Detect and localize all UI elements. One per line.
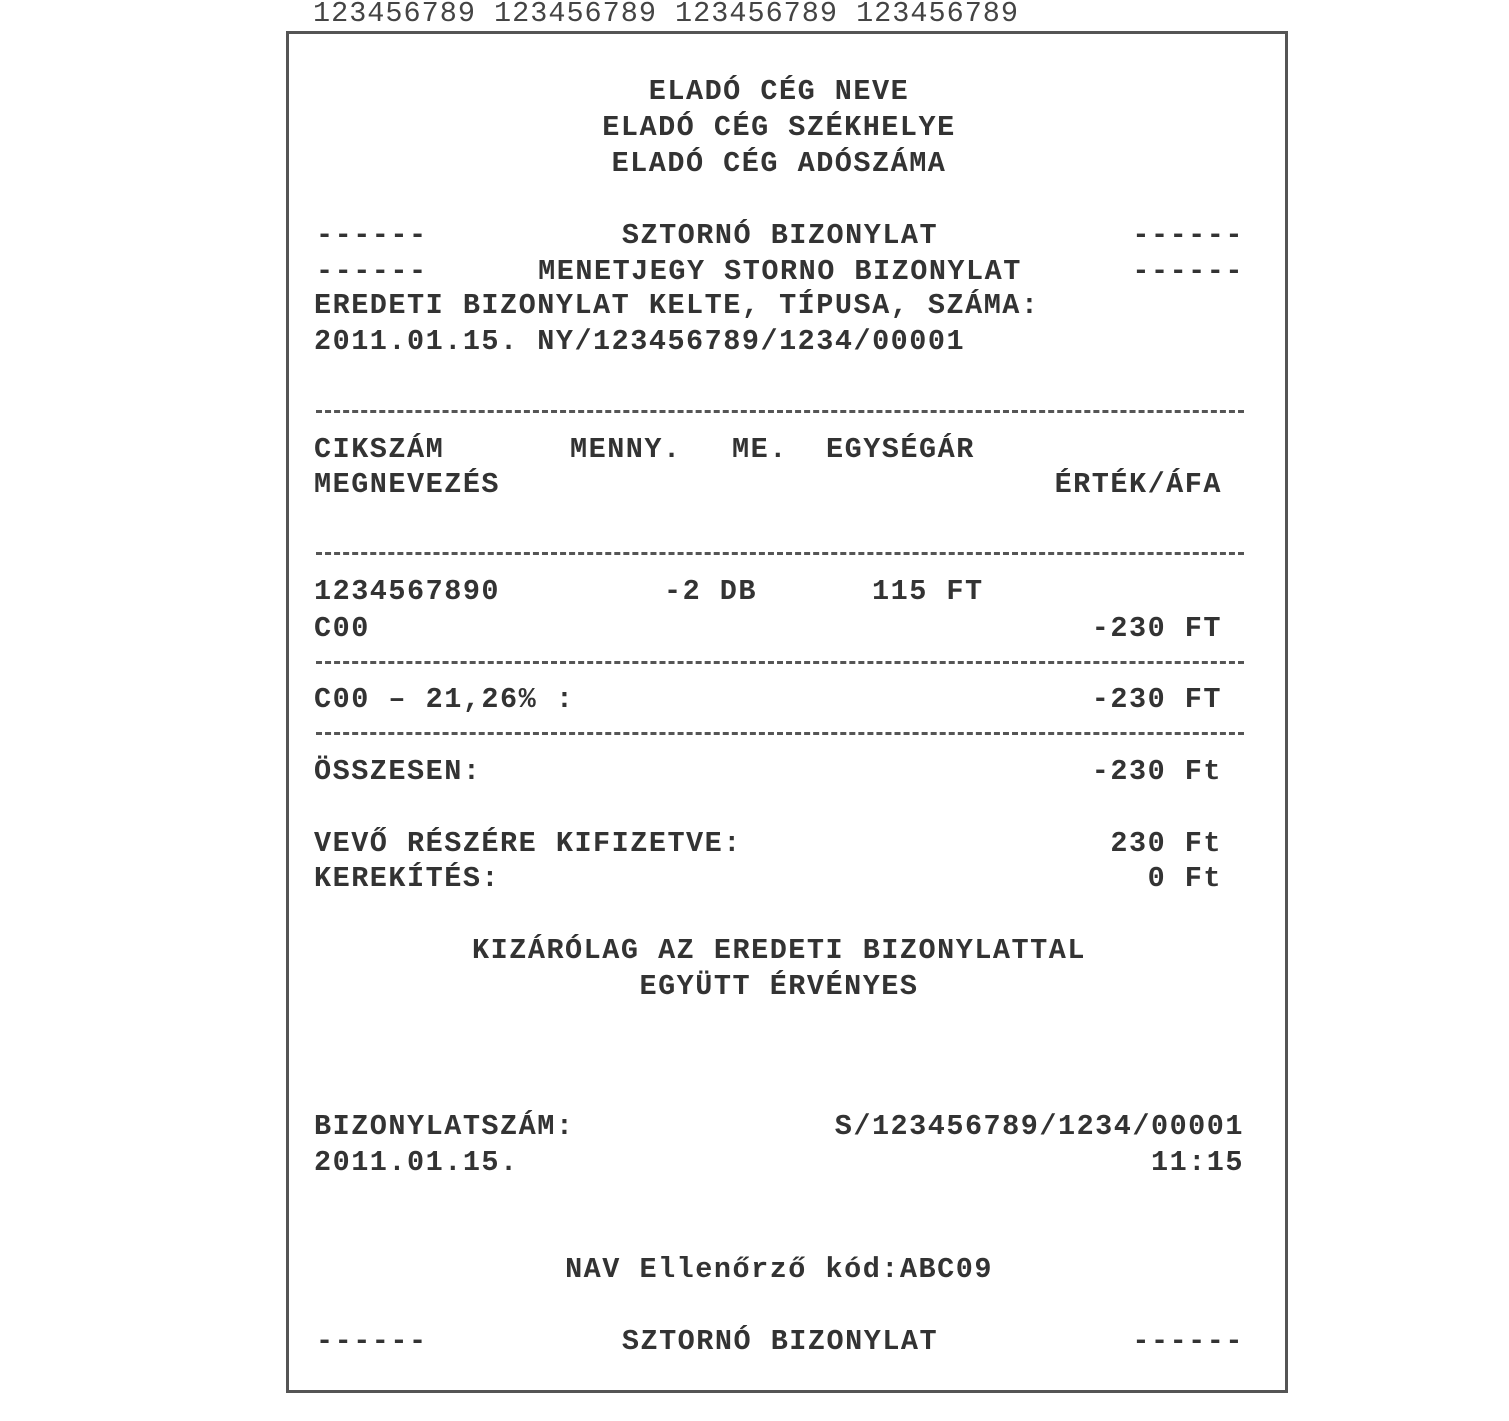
col-unit: ME. bbox=[732, 433, 788, 466]
vat-label: C00 – 21,26% : bbox=[314, 683, 575, 716]
ticket-storno-title: MENETJEGY STORNO BIZONYLAT bbox=[538, 255, 1022, 288]
validity-notice-line-1: KIZÁRÓLAG AZ EREDETI BIZONYLATTAL bbox=[472, 934, 1086, 967]
document-time: 11:15 bbox=[1150, 1146, 1244, 1179]
flank-dashes-right: ------ bbox=[1132, 255, 1244, 288]
document-number-value: S/123456789/1234/00001 bbox=[834, 1110, 1244, 1143]
flank-dashes-right: ------ bbox=[1132, 1325, 1244, 1358]
storno-title-row bbox=[316, 218, 1244, 254]
total-row bbox=[314, 754, 1222, 790]
original-doc-value: 2011.01.15. NY/123456789/1234/00001 bbox=[314, 325, 966, 358]
flank-dashes-left: ------ bbox=[316, 219, 428, 252]
col-name: MEGNEVEZÉS bbox=[314, 468, 501, 501]
flank-dashes-left: ------ bbox=[316, 255, 428, 288]
rounding-value: 0 Ft bbox=[1147, 862, 1222, 895]
paid-row bbox=[314, 826, 1222, 862]
total-label: ÖSSZESEN: bbox=[314, 755, 482, 788]
character-ruler: 123456789 123456789 123456789 123456789 bbox=[313, 0, 1020, 30]
company-seat: ELADÓ CÉG SZÉKHELYE bbox=[602, 111, 956, 144]
document-datetime-row bbox=[314, 1145, 1244, 1181]
document-number-row bbox=[314, 1109, 1244, 1145]
document-date: 2011.01.15. bbox=[314, 1146, 519, 1179]
item-quantity: -2 DB bbox=[664, 575, 758, 608]
total-value: -230 Ft bbox=[1091, 755, 1222, 788]
original-doc-label: EREDETI BIZONYLAT KELTE, TÍPUSA, SZÁMA: bbox=[314, 289, 1040, 322]
flank-dashes-left: ------ bbox=[316, 1325, 428, 1358]
separator-line bbox=[316, 732, 1244, 735]
vat-value: -230 FT bbox=[1091, 683, 1222, 716]
storno-footer-title: SZTORNÓ BIZONYLAT bbox=[621, 1325, 939, 1358]
item-row-1 bbox=[314, 574, 1244, 610]
separator-line bbox=[316, 410, 1244, 413]
rounding-label: KEREKÍTÉS: bbox=[314, 862, 501, 895]
item-row-2 bbox=[314, 611, 1222, 647]
col-qty: MENNY. bbox=[570, 433, 682, 466]
item-value: -230 FT bbox=[1091, 612, 1222, 645]
storno-receipt bbox=[286, 31, 1288, 1393]
col-value-vat: ÉRTÉK/ÁFA bbox=[1054, 468, 1222, 501]
validity-notice-line-2: EGYÜTT ÉRVÉNYES bbox=[639, 970, 919, 1003]
paid-label: VEVŐ RÉSZÉRE KIFIZETVE: bbox=[314, 827, 742, 860]
company-name: ELADÓ CÉG NEVE bbox=[648, 75, 910, 108]
company-tax-id: ELADÓ CÉG ADÓSZÁMA bbox=[611, 147, 947, 180]
item-name: C00 bbox=[314, 612, 370, 645]
paid-value: 230 Ft bbox=[1110, 827, 1222, 860]
flank-dashes-right: ------ bbox=[1132, 219, 1244, 252]
storno-title: SZTORNÓ BIZONYLAT bbox=[621, 219, 939, 252]
col-unit-price: EGYSÉGÁR bbox=[826, 433, 975, 466]
column-header-row-1 bbox=[314, 432, 1244, 468]
storno-footer-row bbox=[316, 1324, 1244, 1360]
separator-line bbox=[316, 661, 1244, 664]
ticket-storno-title-row bbox=[316, 254, 1244, 290]
col-item-no: CIKSZÁM bbox=[314, 433, 445, 466]
item-unit-price: 115 FT bbox=[872, 575, 984, 608]
column-header-row-2 bbox=[314, 467, 1222, 503]
document-number-label: BIZONYLATSZÁM: bbox=[314, 1110, 575, 1143]
separator-line bbox=[316, 552, 1244, 555]
item-number: 1234567890 bbox=[314, 575, 501, 608]
rounding-row bbox=[314, 861, 1222, 897]
nav-control-code: NAV Ellenőrző kód:ABC09 bbox=[565, 1253, 993, 1286]
vat-row bbox=[314, 682, 1222, 718]
